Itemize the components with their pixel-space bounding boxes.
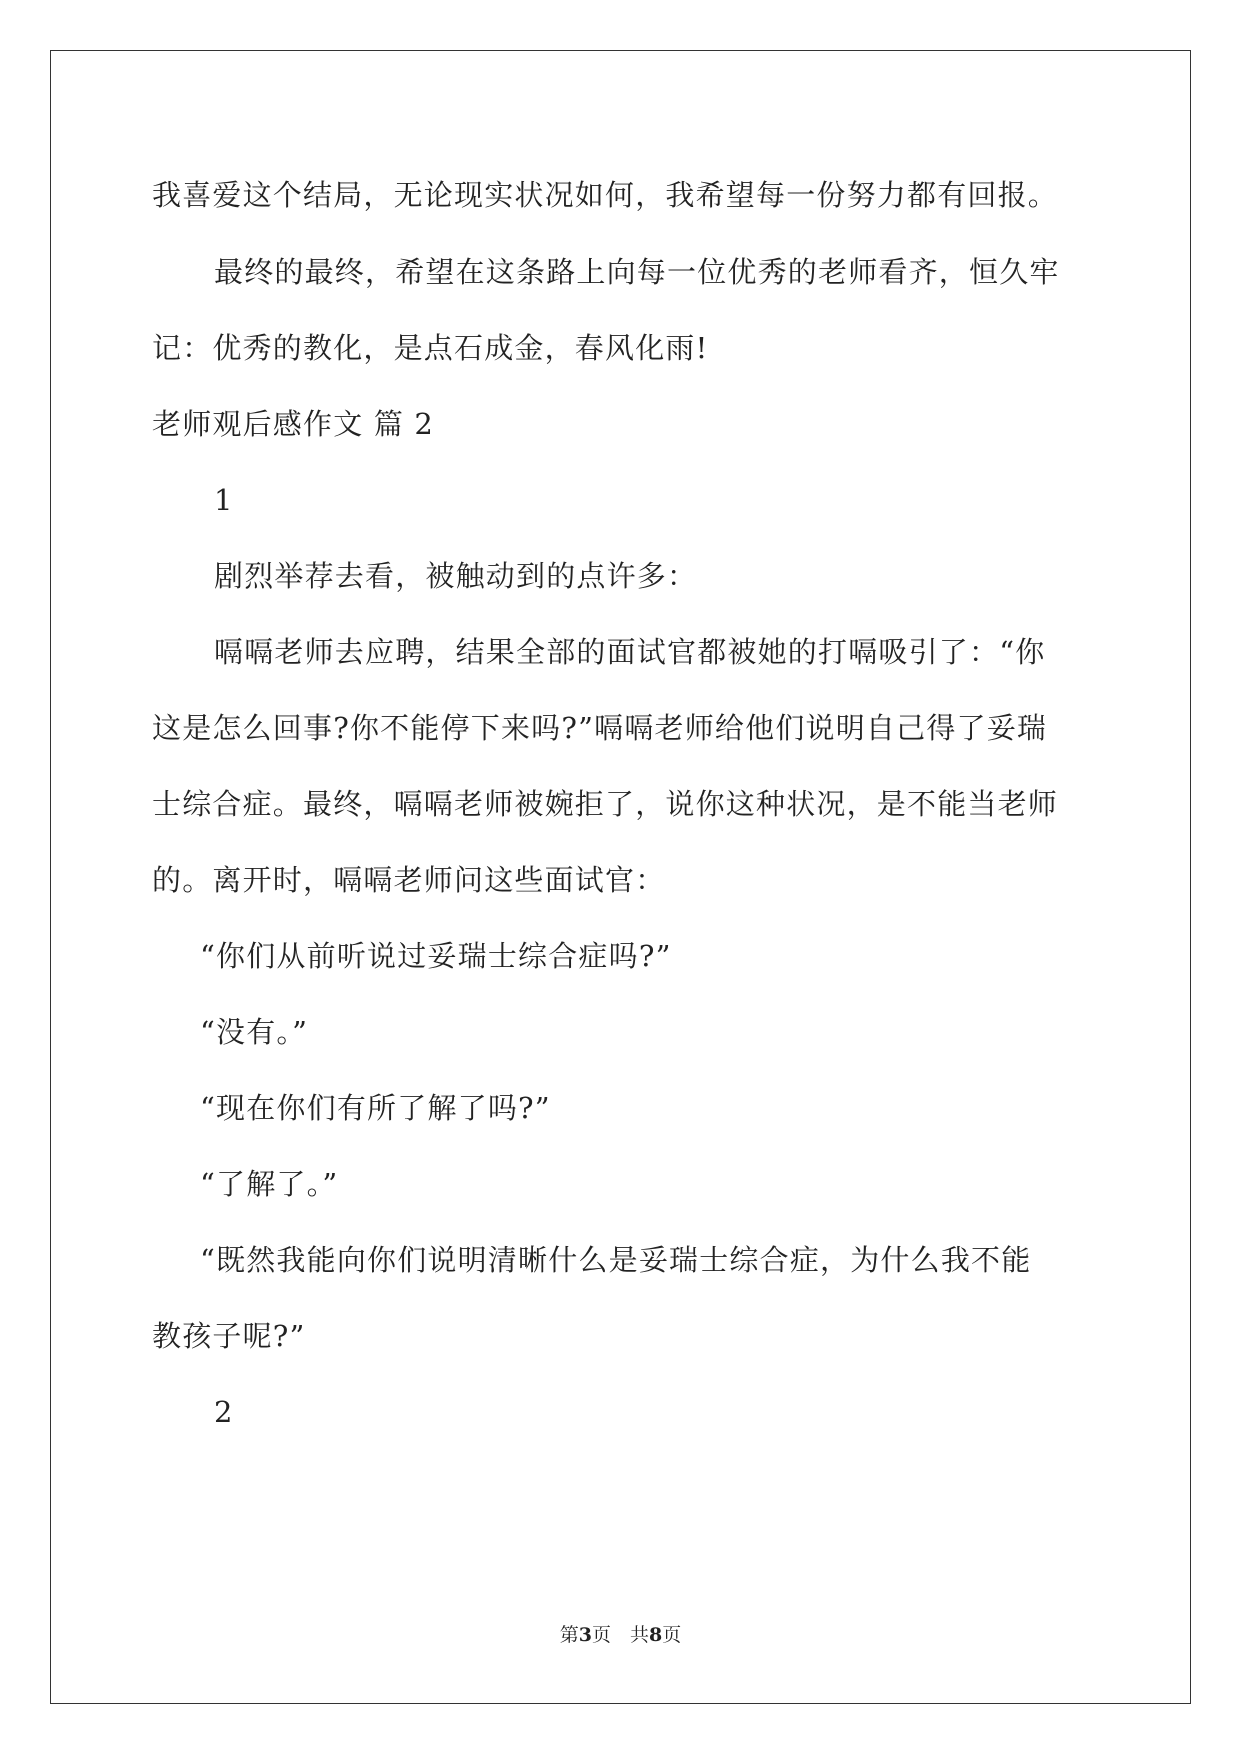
section-number: 2: [214, 1395, 234, 1429]
text-line: 记：优秀的教化，是点石成金，春风化雨!: [152, 331, 709, 365]
section-heading: 老师观后感作文 篇 2: [152, 407, 435, 441]
text-line: “你们从前听说过妥瑞士综合症吗?”: [200, 939, 672, 973]
text-line: 剧烈举荐去看，被触动到的点许多：: [214, 559, 698, 593]
text-line: 这是怎么回事?你不能停下来吗?”嗝嗝老师给他们说明自己得了妥瑞: [152, 711, 1048, 745]
text-line: 教孩子呢?”: [152, 1319, 306, 1353]
text-line: “了解了。”: [200, 1167, 339, 1201]
footer-page-prefix: 第: [559, 1624, 579, 1646]
text-line: “现在你们有所了解了吗?”: [200, 1091, 551, 1125]
text-line: 的。离开时，嗝嗝老师问这些面试官：: [152, 863, 666, 897]
text-line: 嗝嗝老师去应聘，结果全部的面试官都被她的打嗝吸引了：“你: [214, 635, 1046, 669]
footer-current-page: 3: [578, 1624, 592, 1646]
footer-page-mid: 页 共: [591, 1624, 649, 1646]
page-footer: [0, 1623, 1241, 1647]
section-number: 1: [214, 483, 234, 517]
text-line: “没有。”: [200, 1015, 309, 1049]
footer-page-suffix: 页: [662, 1624, 682, 1646]
text-line: 我喜爱这个结局，无论现实状况如何，我希望每一份努力都有回报。: [152, 178, 1059, 212]
text-line: 士综合症。最终，嗝嗝老师被婉拒了，说你这种状况，是不能当老师: [152, 787, 1059, 821]
text-line: 最终的最终，希望在这条路上向每一位优秀的老师看齐，恒久牢: [214, 255, 1060, 289]
footer-total-pages: 8: [649, 1624, 663, 1646]
text-line: “既然我能向你们说明清晰什么是妥瑞士综合症，为什么我不能: [200, 1243, 1032, 1277]
